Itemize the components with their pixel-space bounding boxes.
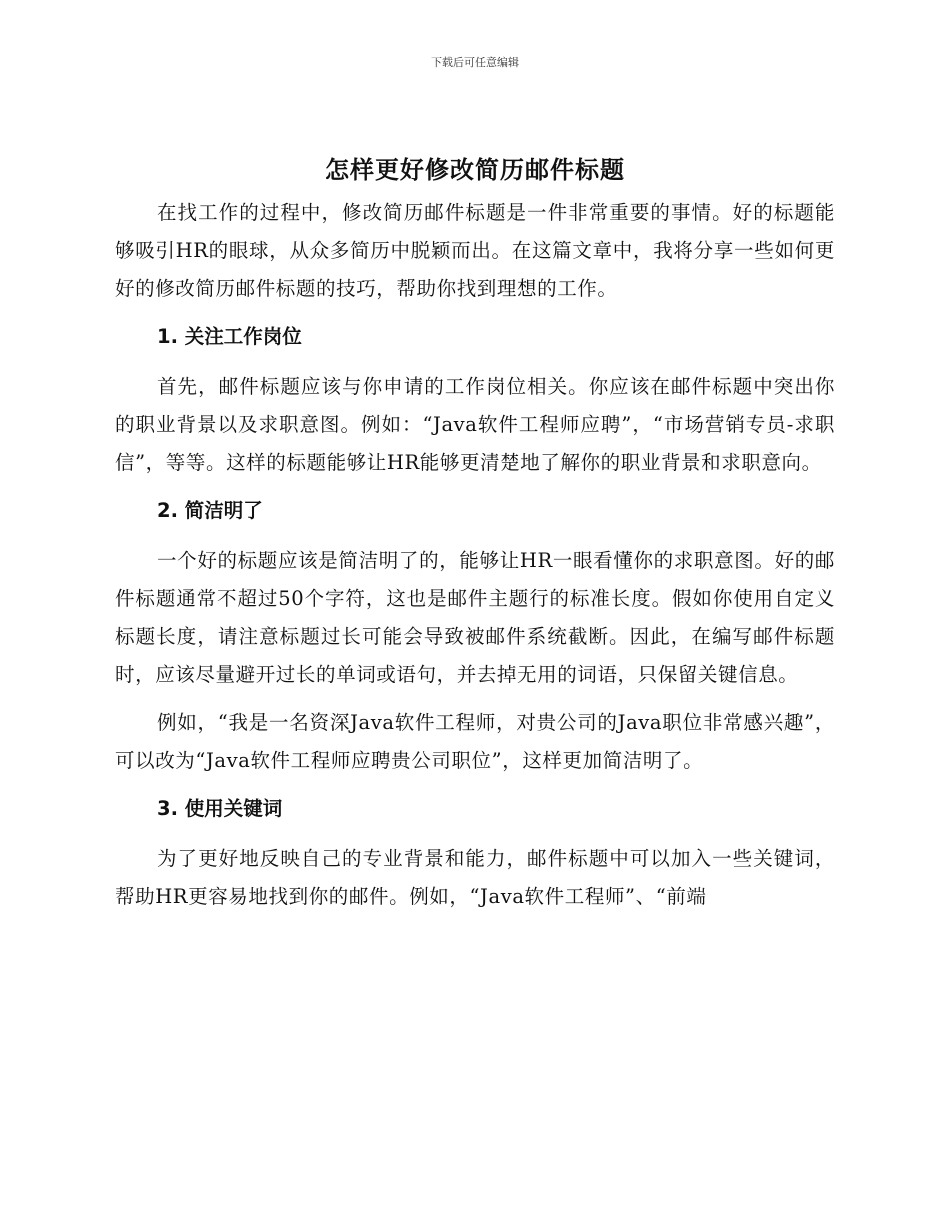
document-body: [115, 194, 835, 926]
section-1-paragraph-1: 首先，邮件标题应该与你申请的工作岗位相关。你应该在邮件标题中突出你的职业背景以及求职意图。例如：“Java软件工程师应聘”，“市场营销专员-求职信”，等等。这样的标题能够让HR能够更清楚地了解你的职业背景和求职意向。: [115, 375, 835, 474]
section-heading-1: 1. 关注工作岗位: [157, 325, 302, 348]
section-3-paragraph-1: 为了更好地反映自己的专业背景和能力，邮件标题中可以加入一些关键词，帮助HR更容易地找到你的邮件。例如，“Java软件工程师”、“前端: [115, 847, 835, 908]
document-title: 怎样更好修改简历邮件标题: [325, 156, 625, 184]
section-heading-2: 2. 简洁明了: [157, 499, 263, 522]
intro-paragraph: 在找工作的过程中，修改简历邮件标题是一件非常重要的事情。好的标题能够吸引HR的眼球，从众多简历中脱颖而出。在这篇文章中，我将分享一些如何更好的修改简历邮件标题的技巧，帮助你找到理想的工作。: [115, 201, 835, 300]
section-2-paragraph-1: 一个好的标题应该是简洁明了的，能够让HR一眼看懂你的求职意图。好的邮件标题通常不超过50个字符，这也是邮件主题行的标准长度。假如你使用自定义标题长度，请注意标题过长可能会导致被邮件系统截断。因此，在编写邮件标题时，应该尽量避开过长的单词或语句，并去掉无用的词语，只保留关键信息。: [115, 549, 835, 686]
page-header-note: 下载后可任意编辑: [431, 56, 519, 69]
section-2-paragraph-2: 例如，“我是一名资深Java软件工程师，对贵公司的Java职位非常感兴趣”，可以改为“Java软件工程师应聘贵公司职位”，这样更加简洁明了。: [115, 711, 835, 772]
section-heading-3: 3. 使用关键词: [157, 797, 283, 820]
